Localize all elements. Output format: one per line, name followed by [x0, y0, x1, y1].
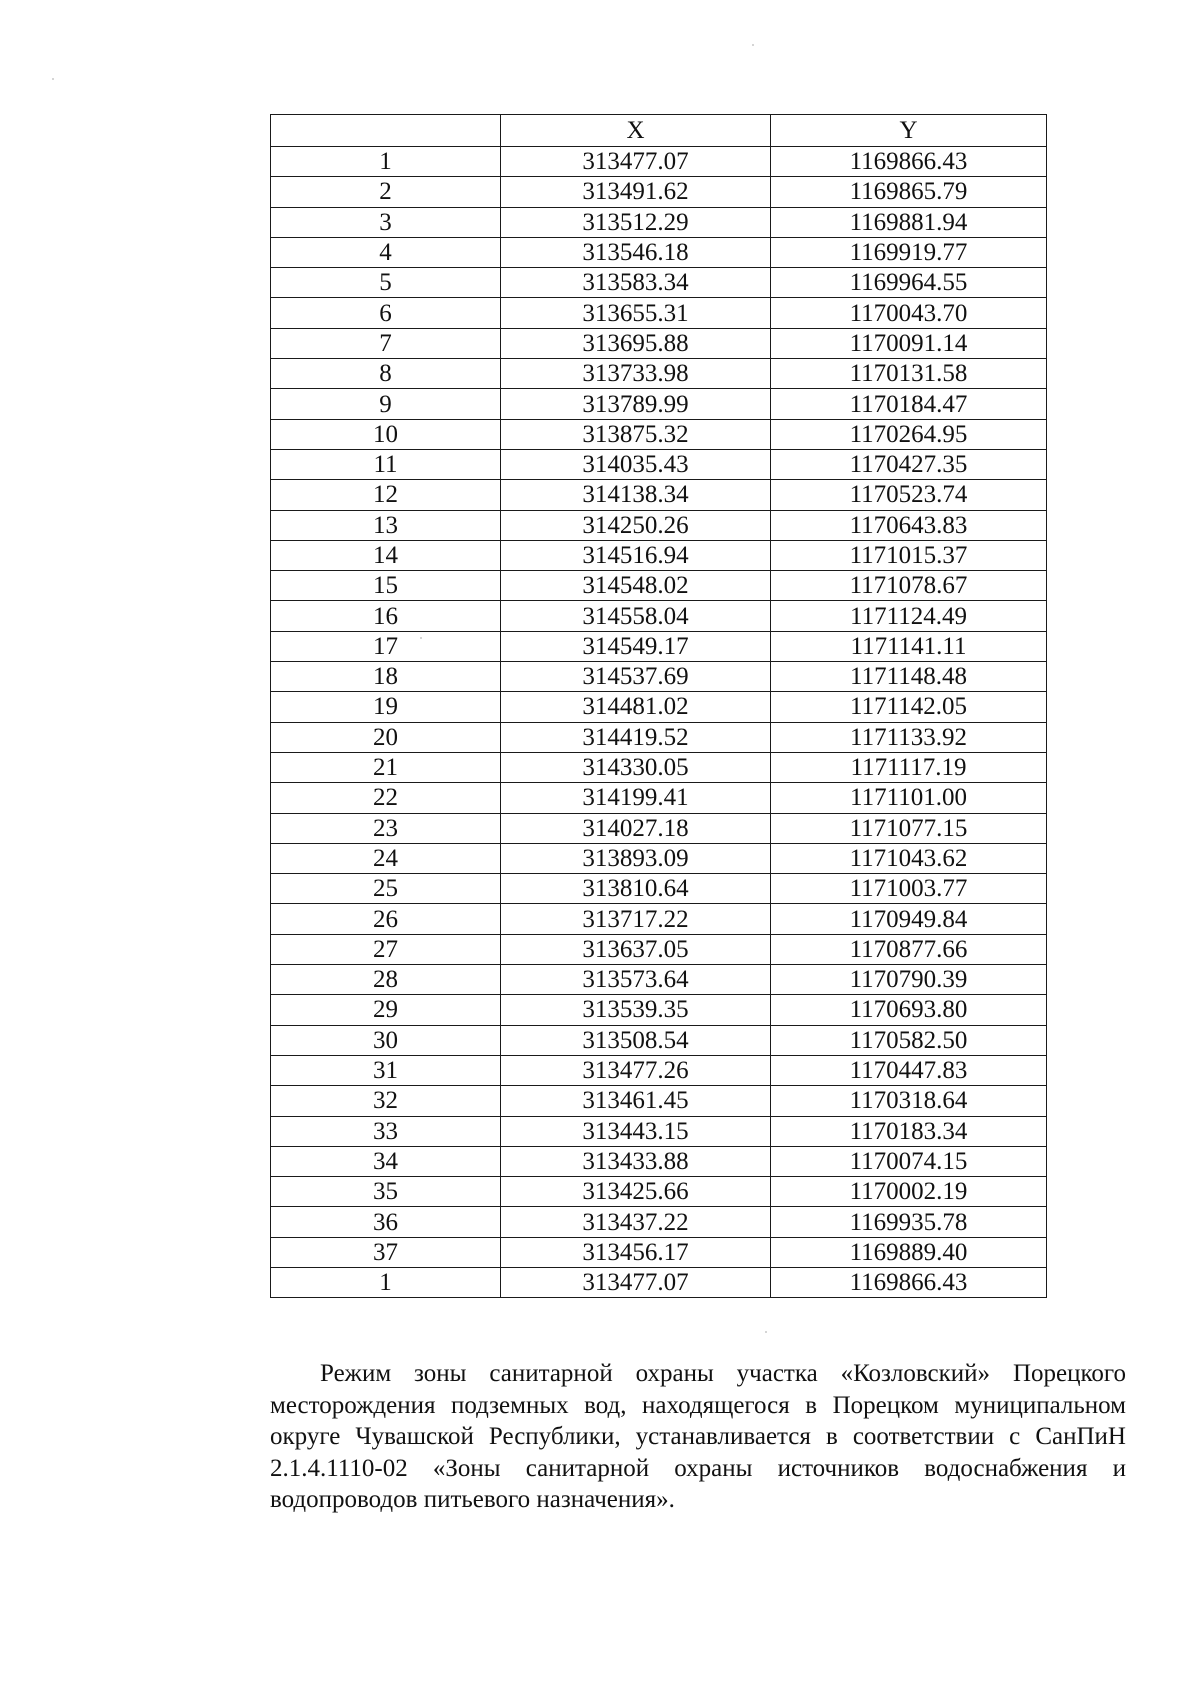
point-number-cell: 1	[271, 147, 501, 177]
point-number-cell: 8	[271, 359, 501, 389]
y-coordinate-cell: 1170790.39	[771, 965, 1047, 995]
y-coordinate-cell: 1171101.00	[771, 783, 1047, 813]
x-coordinate-cell: 313893.09	[501, 843, 771, 873]
point-number-cell: 34	[271, 1146, 501, 1176]
table-row	[271, 965, 1047, 995]
x-coordinate-cell: 313546.18	[501, 237, 771, 267]
table-row	[271, 449, 1047, 479]
y-coordinate-cell: 1171141.11	[771, 631, 1047, 661]
y-coordinate-cell: 1169866.43	[771, 1267, 1047, 1297]
x-coordinate-cell: 313573.64	[501, 965, 771, 995]
header-x: X	[501, 115, 771, 147]
point-number-cell: 13	[271, 510, 501, 540]
table-row	[271, 389, 1047, 419]
x-coordinate-cell: 313437.22	[501, 1207, 771, 1237]
coordinates-table-body	[271, 147, 1047, 1298]
x-coordinate-cell: 314250.26	[501, 510, 771, 540]
point-number-cell: 36	[271, 1207, 501, 1237]
y-coordinate-cell: 1171043.62	[771, 843, 1047, 873]
point-number-cell: 33	[271, 1116, 501, 1146]
x-coordinate-cell: 313637.05	[501, 934, 771, 964]
x-coordinate-cell: 313456.17	[501, 1237, 771, 1267]
y-coordinate-cell: 1171003.77	[771, 874, 1047, 904]
x-coordinate-cell: 314537.69	[501, 662, 771, 692]
table-row	[271, 177, 1047, 207]
regime-paragraph: Режим зоны санитарной охраны участка «Козловский» Порецкого месторождения подземных вод, находящегося в Порецком муниципальном округе Чувашской Республики, устанавливается в соответствии с СанПиН 2.1.4.1110-02 «Зоны санитарной охраны источников водоснабжения и водопроводов питьевого назначения».	[270, 1360, 1126, 1513]
point-number-cell: 7	[271, 328, 501, 358]
x-coordinate-cell: 314549.17	[501, 631, 771, 661]
y-coordinate-cell: 1170043.70	[771, 298, 1047, 328]
point-number-cell: 22	[271, 783, 501, 813]
point-number-cell: 26	[271, 904, 501, 934]
table-row	[271, 874, 1047, 904]
x-coordinate-cell: 313583.34	[501, 268, 771, 298]
y-coordinate-cell: 1169919.77	[771, 237, 1047, 267]
y-coordinate-cell: 1170184.47	[771, 389, 1047, 419]
x-coordinate-cell: 314558.04	[501, 601, 771, 631]
x-coordinate-cell: 313443.15	[501, 1116, 771, 1146]
table-row	[271, 237, 1047, 267]
y-coordinate-cell: 1171117.19	[771, 752, 1047, 782]
y-coordinate-cell: 1169935.78	[771, 1207, 1047, 1237]
y-coordinate-cell: 1171078.67	[771, 571, 1047, 601]
table-row	[271, 1146, 1047, 1176]
table-row	[271, 722, 1047, 752]
y-coordinate-cell: 1170643.83	[771, 510, 1047, 540]
table-row	[271, 419, 1047, 449]
y-coordinate-cell: 1170091.14	[771, 328, 1047, 358]
y-coordinate-cell: 1169866.43	[771, 147, 1047, 177]
point-number-cell: 5	[271, 268, 501, 298]
point-number-cell: 29	[271, 995, 501, 1025]
point-number-cell: 37	[271, 1237, 501, 1267]
table-row	[271, 1116, 1047, 1146]
point-number-cell: 20	[271, 722, 501, 752]
x-coordinate-cell: 313733.98	[501, 359, 771, 389]
point-number-cell: 25	[271, 874, 501, 904]
point-number-cell: 35	[271, 1177, 501, 1207]
table-row	[271, 662, 1047, 692]
x-coordinate-cell: 314481.02	[501, 692, 771, 722]
x-coordinate-cell: 313875.32	[501, 419, 771, 449]
y-coordinate-cell: 1169881.94	[771, 207, 1047, 237]
point-number-cell: 19	[271, 692, 501, 722]
point-number-cell: 31	[271, 1055, 501, 1085]
y-coordinate-cell: 1171133.92	[771, 722, 1047, 752]
y-coordinate-cell: 1171015.37	[771, 540, 1047, 570]
x-coordinate-cell: 314138.34	[501, 480, 771, 510]
point-number-cell: 14	[271, 540, 501, 570]
y-coordinate-cell: 1171142.05	[771, 692, 1047, 722]
x-coordinate-cell: 314027.18	[501, 813, 771, 843]
x-coordinate-cell: 313695.88	[501, 328, 771, 358]
table-row	[271, 328, 1047, 358]
table-row	[271, 813, 1047, 843]
y-coordinate-cell: 1170074.15	[771, 1146, 1047, 1176]
table-row	[271, 1025, 1047, 1055]
point-number-cell: 16	[271, 601, 501, 631]
point-number-cell: 11	[271, 449, 501, 479]
table-row	[271, 1207, 1047, 1237]
table-row	[271, 752, 1047, 782]
x-coordinate-cell: 313461.45	[501, 1086, 771, 1116]
x-coordinate-cell: 313539.35	[501, 995, 771, 1025]
table-row	[271, 298, 1047, 328]
x-coordinate-cell: 313717.22	[501, 904, 771, 934]
y-coordinate-cell: 1170582.50	[771, 1025, 1047, 1055]
y-coordinate-cell: 1171148.48	[771, 662, 1047, 692]
point-number-cell: 2	[271, 177, 501, 207]
y-coordinate-cell: 1170002.19	[771, 1177, 1047, 1207]
x-coordinate-cell: 313477.26	[501, 1055, 771, 1085]
scan-speck	[752, 44, 754, 46]
y-coordinate-cell: 1169889.40	[771, 1237, 1047, 1267]
x-coordinate-cell: 313789.99	[501, 389, 771, 419]
y-coordinate-cell: 1170693.80	[771, 995, 1047, 1025]
table-row	[271, 1237, 1047, 1267]
table-row	[271, 1055, 1047, 1085]
y-coordinate-cell: 1170264.95	[771, 419, 1047, 449]
scan-speck	[765, 1331, 767, 1333]
point-number-cell: 1	[271, 1267, 501, 1297]
y-coordinate-cell: 1170949.84	[771, 904, 1047, 934]
table-row	[271, 783, 1047, 813]
y-coordinate-cell: 1170523.74	[771, 480, 1047, 510]
y-coordinate-cell: 1170447.83	[771, 1055, 1047, 1085]
x-coordinate-cell: 313491.62	[501, 177, 771, 207]
x-coordinate-cell: 313433.88	[501, 1146, 771, 1176]
table-row	[271, 631, 1047, 661]
point-number-cell: 21	[271, 752, 501, 782]
table-row	[271, 540, 1047, 570]
x-coordinate-cell: 313810.64	[501, 874, 771, 904]
point-number-cell: 30	[271, 1025, 501, 1055]
point-number-cell: 18	[271, 662, 501, 692]
table-row	[271, 692, 1047, 722]
header-y: Y	[771, 115, 1047, 147]
table-row	[271, 1086, 1047, 1116]
point-number-cell: 6	[271, 298, 501, 328]
y-coordinate-cell: 1170318.64	[771, 1086, 1047, 1116]
point-number-cell: 9	[271, 389, 501, 419]
x-coordinate-cell: 314330.05	[501, 752, 771, 782]
point-number-cell: 32	[271, 1086, 501, 1116]
y-coordinate-cell: 1171124.49	[771, 601, 1047, 631]
table-row	[271, 934, 1047, 964]
table-row	[271, 601, 1047, 631]
x-coordinate-cell: 314199.41	[501, 783, 771, 813]
x-coordinate-cell: 314548.02	[501, 571, 771, 601]
x-coordinate-cell: 314419.52	[501, 722, 771, 752]
point-number-cell: 4	[271, 237, 501, 267]
point-number-cell: 23	[271, 813, 501, 843]
table-header-row	[271, 115, 1047, 147]
point-number-cell: 15	[271, 571, 501, 601]
table-row	[271, 571, 1047, 601]
y-coordinate-cell: 1170131.58	[771, 359, 1047, 389]
table-row	[271, 995, 1047, 1025]
point-number-cell: 3	[271, 207, 501, 237]
table-row	[271, 1267, 1047, 1297]
table-row	[271, 359, 1047, 389]
scan-speck	[52, 78, 54, 80]
table-row	[271, 207, 1047, 237]
point-number-cell: 24	[271, 843, 501, 873]
table-row	[271, 904, 1047, 934]
table-row	[271, 843, 1047, 873]
point-number-cell: 17	[271, 631, 501, 661]
y-coordinate-cell: 1170183.34	[771, 1116, 1047, 1146]
x-coordinate-cell: 313477.07	[501, 147, 771, 177]
table-row	[271, 480, 1047, 510]
point-number-cell: 10	[271, 419, 501, 449]
coordinates-table	[270, 114, 1047, 1298]
y-coordinate-cell: 1170877.66	[771, 934, 1047, 964]
x-coordinate-cell: 313512.29	[501, 207, 771, 237]
x-coordinate-cell: 313508.54	[501, 1025, 771, 1055]
point-number-cell: 12	[271, 480, 501, 510]
x-coordinate-cell: 313655.31	[501, 298, 771, 328]
y-coordinate-cell: 1169865.79	[771, 177, 1047, 207]
x-coordinate-cell: 314516.94	[501, 540, 771, 570]
table-row	[271, 268, 1047, 298]
y-coordinate-cell: 1170427.35	[771, 449, 1047, 479]
scan-speck	[420, 637, 422, 639]
x-coordinate-cell: 313425.66	[501, 1177, 771, 1207]
header-point-number	[271, 115, 501, 147]
point-number-cell: 28	[271, 965, 501, 995]
x-coordinate-cell: 313477.07	[501, 1267, 771, 1297]
table-row	[271, 147, 1047, 177]
y-coordinate-cell: 1169964.55	[771, 268, 1047, 298]
point-number-cell: 27	[271, 934, 501, 964]
table-row	[271, 510, 1047, 540]
y-coordinate-cell: 1171077.15	[771, 813, 1047, 843]
table-row	[271, 1177, 1047, 1207]
x-coordinate-cell: 314035.43	[501, 449, 771, 479]
